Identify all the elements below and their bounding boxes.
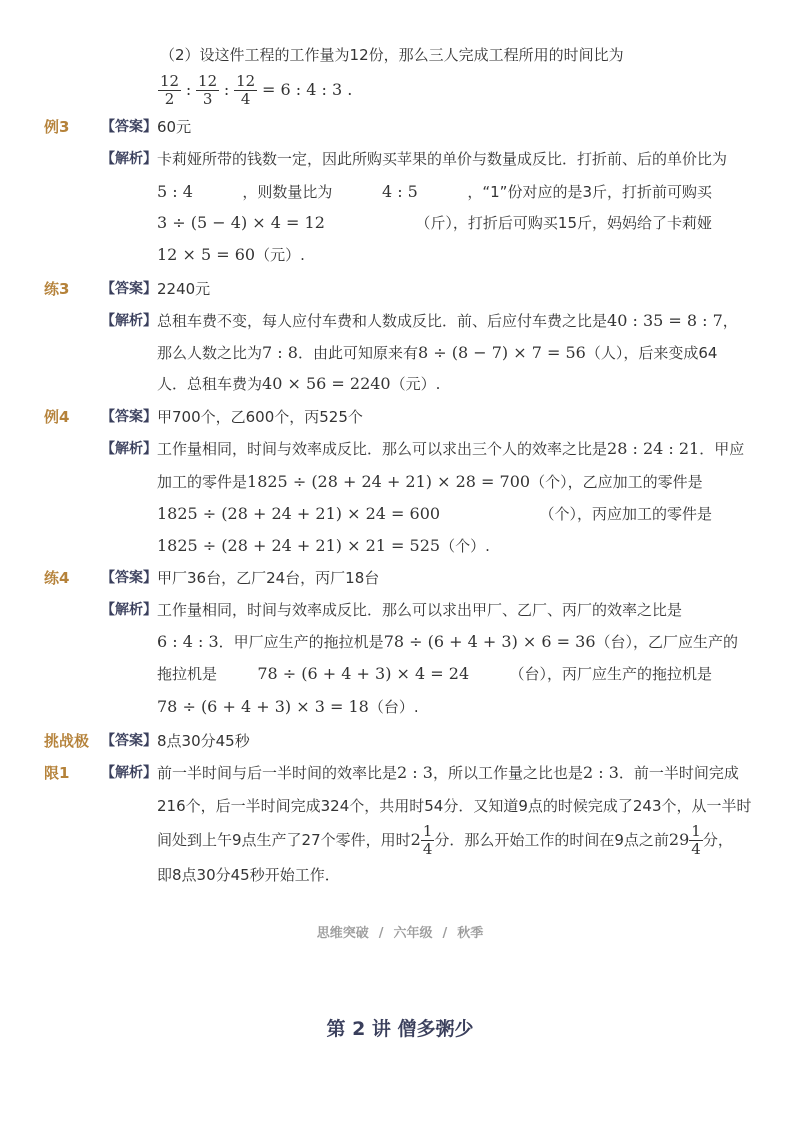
example-4-line3: 1825 ÷ (28 + 24 + 21) × 24 = 600 （个），丙应加工的零件是	[157, 504, 712, 523]
answer-tag: 【答案】	[101, 733, 157, 749]
footer-grade: 六年级	[393, 926, 433, 941]
analysis-tag: 【解析】	[101, 602, 157, 618]
example-3-line2: 5 : 4 ，则数量比为 4 : 5 ，“1”份对应的是3斤，打折前可购买	[157, 182, 712, 201]
practice-4-line3: 拖拉机是 78 ÷ (6 + 4 + 3) × 4 = 24 （台），丙厂应生产的拖拉机是	[157, 664, 712, 683]
example-4-line2: 加工的零件是1825 ÷ (28 + 24 + 21) × 28 = 700（个），乙应加工的零件是	[157, 472, 703, 491]
page-footer	[0, 922, 800, 941]
ratio-result: = 6 : 4 : 3 .	[261, 80, 353, 99]
colon: :	[185, 80, 192, 99]
example-3-label: 例3	[44, 118, 70, 136]
footer-series: 思维突破	[316, 926, 369, 941]
practice-3-label: 练3	[44, 280, 70, 298]
example-3-line4: 12 × 5 = 60（元）.	[157, 245, 305, 264]
practice-3-line3: 人．总租车费为40 × 56 = 2240（元）.	[157, 374, 441, 393]
practice-4-line2: 6 : 4 : 3．甲厂应生产的拖拉机是78 ÷ (6 + 4 + 3) × 6 = 36（台），乙厂应生产的	[157, 632, 739, 651]
challenge-line1: 前一半时间与后一半时间的效率比是2 : 3，所以工作量之比也是2 : 3．前一半时间完成	[157, 763, 739, 782]
analysis-tag: 【解析】	[101, 313, 157, 329]
challenge-line2: 216个，后一半时间完成324个，共用时54分．又知道9点的时候完成了243个，从一半时	[157, 797, 752, 815]
example-3-answer: 60元	[157, 118, 192, 136]
fraction-12-2: $\frac{12}{2}$	[160, 72, 180, 108]
example-4-line1: 工作量相同，时间与效率成反比．那么可以求出三个人的效率之比是28 : 24 : 21．甲应	[157, 439, 745, 458]
practice-4-label: 练4	[44, 569, 70, 587]
challenge-line3: 间处到上午9点生产了27个零件，用时2 $\frac{1}{4}$ 分．那么开始工作的时间在9点之前29 $\frac{1}{4}$ 分，	[157, 822, 733, 858]
practice-4-line1: 工作量相同，时间与效率成反比．那么可以求出甲厂、乙厂、丙厂的效率之比是	[157, 601, 683, 619]
part2-line1: （2）设这件工程的工作量为12份，那么三人完成工程所用的时间比为	[160, 46, 624, 64]
practice-4-answer: 甲厂36台，乙厂24台，丙厂18台	[157, 569, 380, 587]
answer-tag: 【答案】	[101, 281, 157, 297]
example-3-line3: 3 ÷ (5 − 4) × 4 = 12 （斤），打折后可购买15斤，妈妈给了卡莉娅	[157, 213, 712, 232]
lecture-title: 第 2 讲 僧多粥少	[326, 1018, 474, 1040]
example-4-answer: 甲700个，乙600个，丙525个	[157, 408, 363, 426]
footer-season: 秋季	[457, 926, 484, 941]
fraction-1-4: $\frac{1}{4}$	[422, 822, 433, 858]
answer-tag: 【答案】	[101, 409, 157, 425]
analysis-tag: 【解析】	[101, 765, 157, 781]
challenge-label-1: 挑战极	[44, 732, 90, 750]
colon: :	[223, 80, 230, 99]
analysis-tag: 【解析】	[101, 441, 157, 457]
challenge-label-2: 限1	[44, 764, 70, 782]
answer-tag: 【答案】	[101, 570, 157, 586]
challenge-line4: 即8点30分45秒开始工作．	[157, 866, 340, 884]
practice-3-line1: 总租车费不变，每人应付车费和人数成反比．前、后应付车费之比是40 : 35 = 8 : 7，	[157, 311, 738, 330]
fraction-12-4: $\frac{12}{4}$	[236, 72, 256, 108]
example-3-line1: 卡莉娅所带的钱数一定，因此所购买苹果的单价与数量成反比．打折前、后的单价比为	[157, 150, 728, 168]
practice-3-answer: 2240元	[157, 280, 211, 298]
fraction-1-4: $\frac{1}{4}$	[691, 822, 701, 858]
footer-separator: /	[442, 926, 448, 941]
footer-separator: /	[378, 926, 384, 941]
challenge-answer: 8点30分45秒	[157, 732, 250, 750]
practice-4-line4: 78 ÷ (6 + 4 + 3) × 3 = 18（台）.	[157, 697, 419, 716]
analysis-tag: 【解析】	[101, 151, 157, 167]
example-4-line4: 1825 ÷ (28 + 24 + 21) × 21 = 525（个）.	[157, 536, 490, 555]
practice-3-line2: 那么人数之比为7 : 8．由此可知原来有8 ÷ (8 − 7) × 7 = 56（人），后来变成64	[157, 343, 718, 362]
answer-tag: 【答案】	[101, 119, 157, 135]
part2-ratio-line	[158, 70, 352, 110]
example-4-label: 例4	[44, 408, 70, 426]
fraction-12-3: $\frac{12}{3}$	[198, 72, 218, 108]
